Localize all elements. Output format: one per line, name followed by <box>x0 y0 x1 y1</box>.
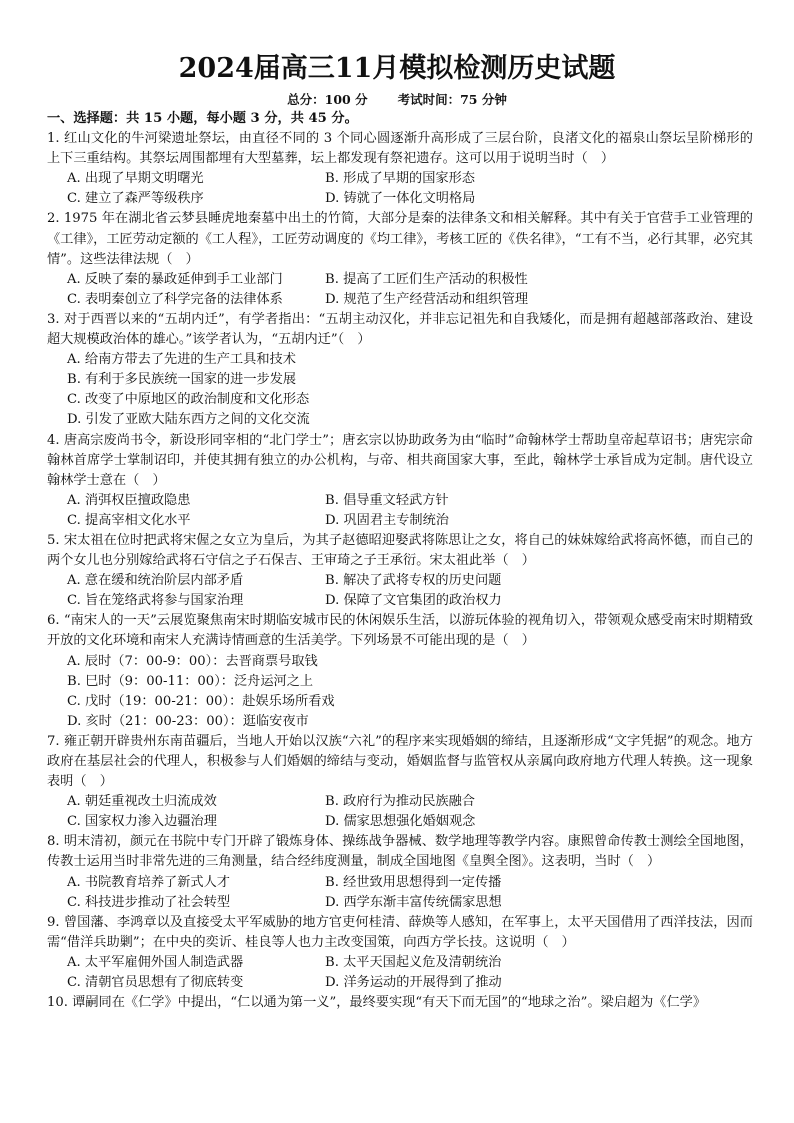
question-stem: 1. 红山文化的牛河梁遗址祭坛，由直径不同的 3 个同心圆逐渐升高形成了三层台阶，良渚文化的福泉山祭坛呈阶梯形的上下三重结构。其祭坛周围都埋有大型墓葬，坛上都发现有祭祀遗存。这可以用于说明当时（ ） <box>47 131 753 167</box>
option-d: D. 巩固君主专制统治 <box>325 512 449 528</box>
option-d: D. 规范了生产经营活动和组织管理 <box>325 291 529 307</box>
exam-title: 2024届高三11月模拟检测历史试题 <box>178 53 616 84</box>
question-options <box>47 873 753 913</box>
exam-content <box>47 109 753 1013</box>
option-b: B. 政府行为推动民族融合 <box>325 794 475 810</box>
question-stem: 7. 雍正朝开辟贵州东南苗疆后，当地人开始以汉族“六礼”的程序来实现婚姻的缔结，且逐渐形成“文字凭据”的观念。地方政府在基层社会的代理人，积极参与人们婚姻的缔结与变动，婚姻监督与监管权从亲属向政府地方代理人转换。这一现象表明（ ） <box>47 733 753 790</box>
question-10 <box>47 993 753 1013</box>
option-c: C. 清朝官员思想有了彻底转变 <box>67 975 244 991</box>
question-options <box>47 169 753 209</box>
option-a: A. 辰时（7：00-9：00）：去晋商票号取钱 <box>67 653 318 669</box>
question-stem: 8. 明末清初，颜元在书院中专门开辟了锻炼身体、操练战争器械、数学地理等教学内容。康熙曾命传教士测绘全国地图，传教士运用当时非常先进的三角测量，结合经纬度测量，制成全国地图《皇舆全图》。这表明，当时（ ） <box>47 834 753 870</box>
option-c: C. 改变了中原地区的政治制度和文化形态 <box>67 392 310 408</box>
question-options <box>47 652 753 732</box>
option-b: B. 太平天国起义危及清朝统治 <box>325 954 502 970</box>
option-d: D. 亥时（21：00-23：00）：逛临安夜市 <box>67 713 309 729</box>
option-c: C. 戊时（19：00-21：00）：赴娱乐场所看戏 <box>67 693 335 709</box>
question-options <box>47 571 753 611</box>
option-b: B. 有利于多民族统一国家的进一步发展 <box>67 372 297 388</box>
option-c: C. 提高宰相文化水平 <box>67 512 191 528</box>
question-7 <box>47 732 753 832</box>
option-c: C. 科技进步推动了社会转型 <box>67 894 231 910</box>
total-score: 总分：100 分 <box>287 92 368 107</box>
option-c: C. 表明秦创立了科学完备的法律体系 <box>67 291 283 307</box>
option-b: B. 提高了工匠们生产活动的积极性 <box>325 271 528 287</box>
question-options <box>47 270 753 310</box>
option-d: D. 铸就了一体化文明格局 <box>325 191 476 207</box>
option-d: D. 儒家思想强化婚姻观念 <box>325 814 476 830</box>
question-1 <box>47 129 753 209</box>
option-b: B. 解决了武将专权的历史问题 <box>325 573 502 589</box>
option-a: A. 反映了秦的暴政延伸到手工业部门 <box>67 271 283 287</box>
question-3 <box>47 310 753 431</box>
option-b: B. 经世致用思想得到一定传播 <box>325 874 502 890</box>
option-d: D. 西学东渐丰富传统儒家思想 <box>325 894 502 910</box>
question-options <box>47 350 753 430</box>
option-a: A. 出现了早期文明曙光 <box>67 171 204 187</box>
question-5 <box>47 531 753 611</box>
question-stem: 6. “南宋人的一天”云展览聚焦南宋时期临安城市民的休闲娱乐生活，以游玩体验的视角切入，带领观众感受南宋时期精致开放的文化环境和南宋人充满诗情画意的生活美学。下列场景不可能出现的是（ ） <box>47 613 753 649</box>
exam-info <box>0 92 794 108</box>
option-a: A. 意在缓和统治阶层内部矛盾 <box>67 573 244 589</box>
question-9 <box>47 913 753 993</box>
option-b: B. 倡导重文轻武方针 <box>325 492 449 508</box>
option-a: A. 给南方带去了先进的生产工具和技术 <box>67 352 296 368</box>
question-options <box>47 491 753 531</box>
question-6 <box>47 611 753 732</box>
question-4 <box>47 431 753 531</box>
question-stem: 4. 唐高宗废尚书令，新设形同宰相的“北门学士”；唐玄宗以协助政务为由“临时”命翰林学士帮助皇帝起草诏书；唐宪宗命翰林首席学士掌制诏印，并使其拥有独立的办公机构，与帝、相共商国家大事，至此，翰林学士承旨成为定制。唐代设立翰林学士意在（ ） <box>47 432 753 488</box>
option-c: C. 建立了森严等级秩序 <box>67 191 204 207</box>
section-heading: 一、选择题：共 15 小题，每小题 3 分，共 45 分。 <box>47 111 358 126</box>
option-c: C. 国家权力渗入边疆治理 <box>67 814 217 830</box>
question-options <box>47 792 753 832</box>
question-options <box>47 953 753 993</box>
option-b: B. 巳时（9：00-11：00）：泛舟运河之上 <box>67 673 314 689</box>
question-stem: 5. 宋太祖在位时把武将宋偓之女立为皇后，为其子赵德昭迎娶武将陈思让之女，将自己的妹妹嫁给武将高怀德，而自己的两个女儿也分别嫁给武将石守信之子石保吉、王审琦之子王承衍。宋太祖此举（ ） <box>47 532 753 569</box>
option-a: A. 书院教育培养了新式人才 <box>67 874 230 890</box>
question-stem: 3. 对于西晋以来的“五胡内迁”，有学者指出：“五胡主动汉化，并非忘记祖先和自我矮化，而是拥有超越部落政治、建设超大规模政治体的雄心。”该学者认为，“五胡内迁”（ ） <box>47 311 753 348</box>
option-d: D. 引发了亚欧大陆东西方之间的文化交流 <box>67 412 310 428</box>
question-stem: 10. 谭嗣同在《仁学》中提出，“仁以通为第一义”，最终要实现“有天下而无国”的“地球之治”。梁启超为《仁学》 <box>47 995 707 1011</box>
question-2 <box>47 209 753 309</box>
exam-time: 考试时间：75 分钟 <box>397 92 507 107</box>
option-d: D. 洋务运动的开展得到了推动 <box>325 975 502 991</box>
option-c: C. 旨在笼络武将参与国家治理 <box>67 593 244 609</box>
option-a: A. 朝廷重视改土归流成效 <box>67 794 217 810</box>
option-a: A. 消弭权臣擅政隐患 <box>67 492 191 508</box>
option-d: D. 保障了文官集团的政治权力 <box>325 593 502 609</box>
option-b: B. 形成了早期的国家形态 <box>325 171 475 187</box>
question-stem: 9. 曾国藩、李鸿章以及直接受太平军威胁的地方官吏何桂清、薛焕等人感知，在军事上，太平天国借用了西洋技法，因而需“借洋兵助剿”；在中央的奕䜣、桂良等人也力主改变国策，向西方学长技。这说明（ ） <box>47 914 753 950</box>
question-8 <box>47 832 753 912</box>
option-a: A. 太平军雇佣外国人制造武器 <box>67 954 244 970</box>
question-stem: 2. 1975 年在湖北省云梦县睡虎地秦墓中出土的竹简，大部分是秦的法律条文和相关解释。其中有关于官营手工业管理的《工律》，工匠劳动定额的《工人程》，工匠劳动调度的《均工律》，考核工匠的《佚名律》，“工有不当，必行其罪，必究其情”。这些法律法规（ ） <box>47 211 753 267</box>
